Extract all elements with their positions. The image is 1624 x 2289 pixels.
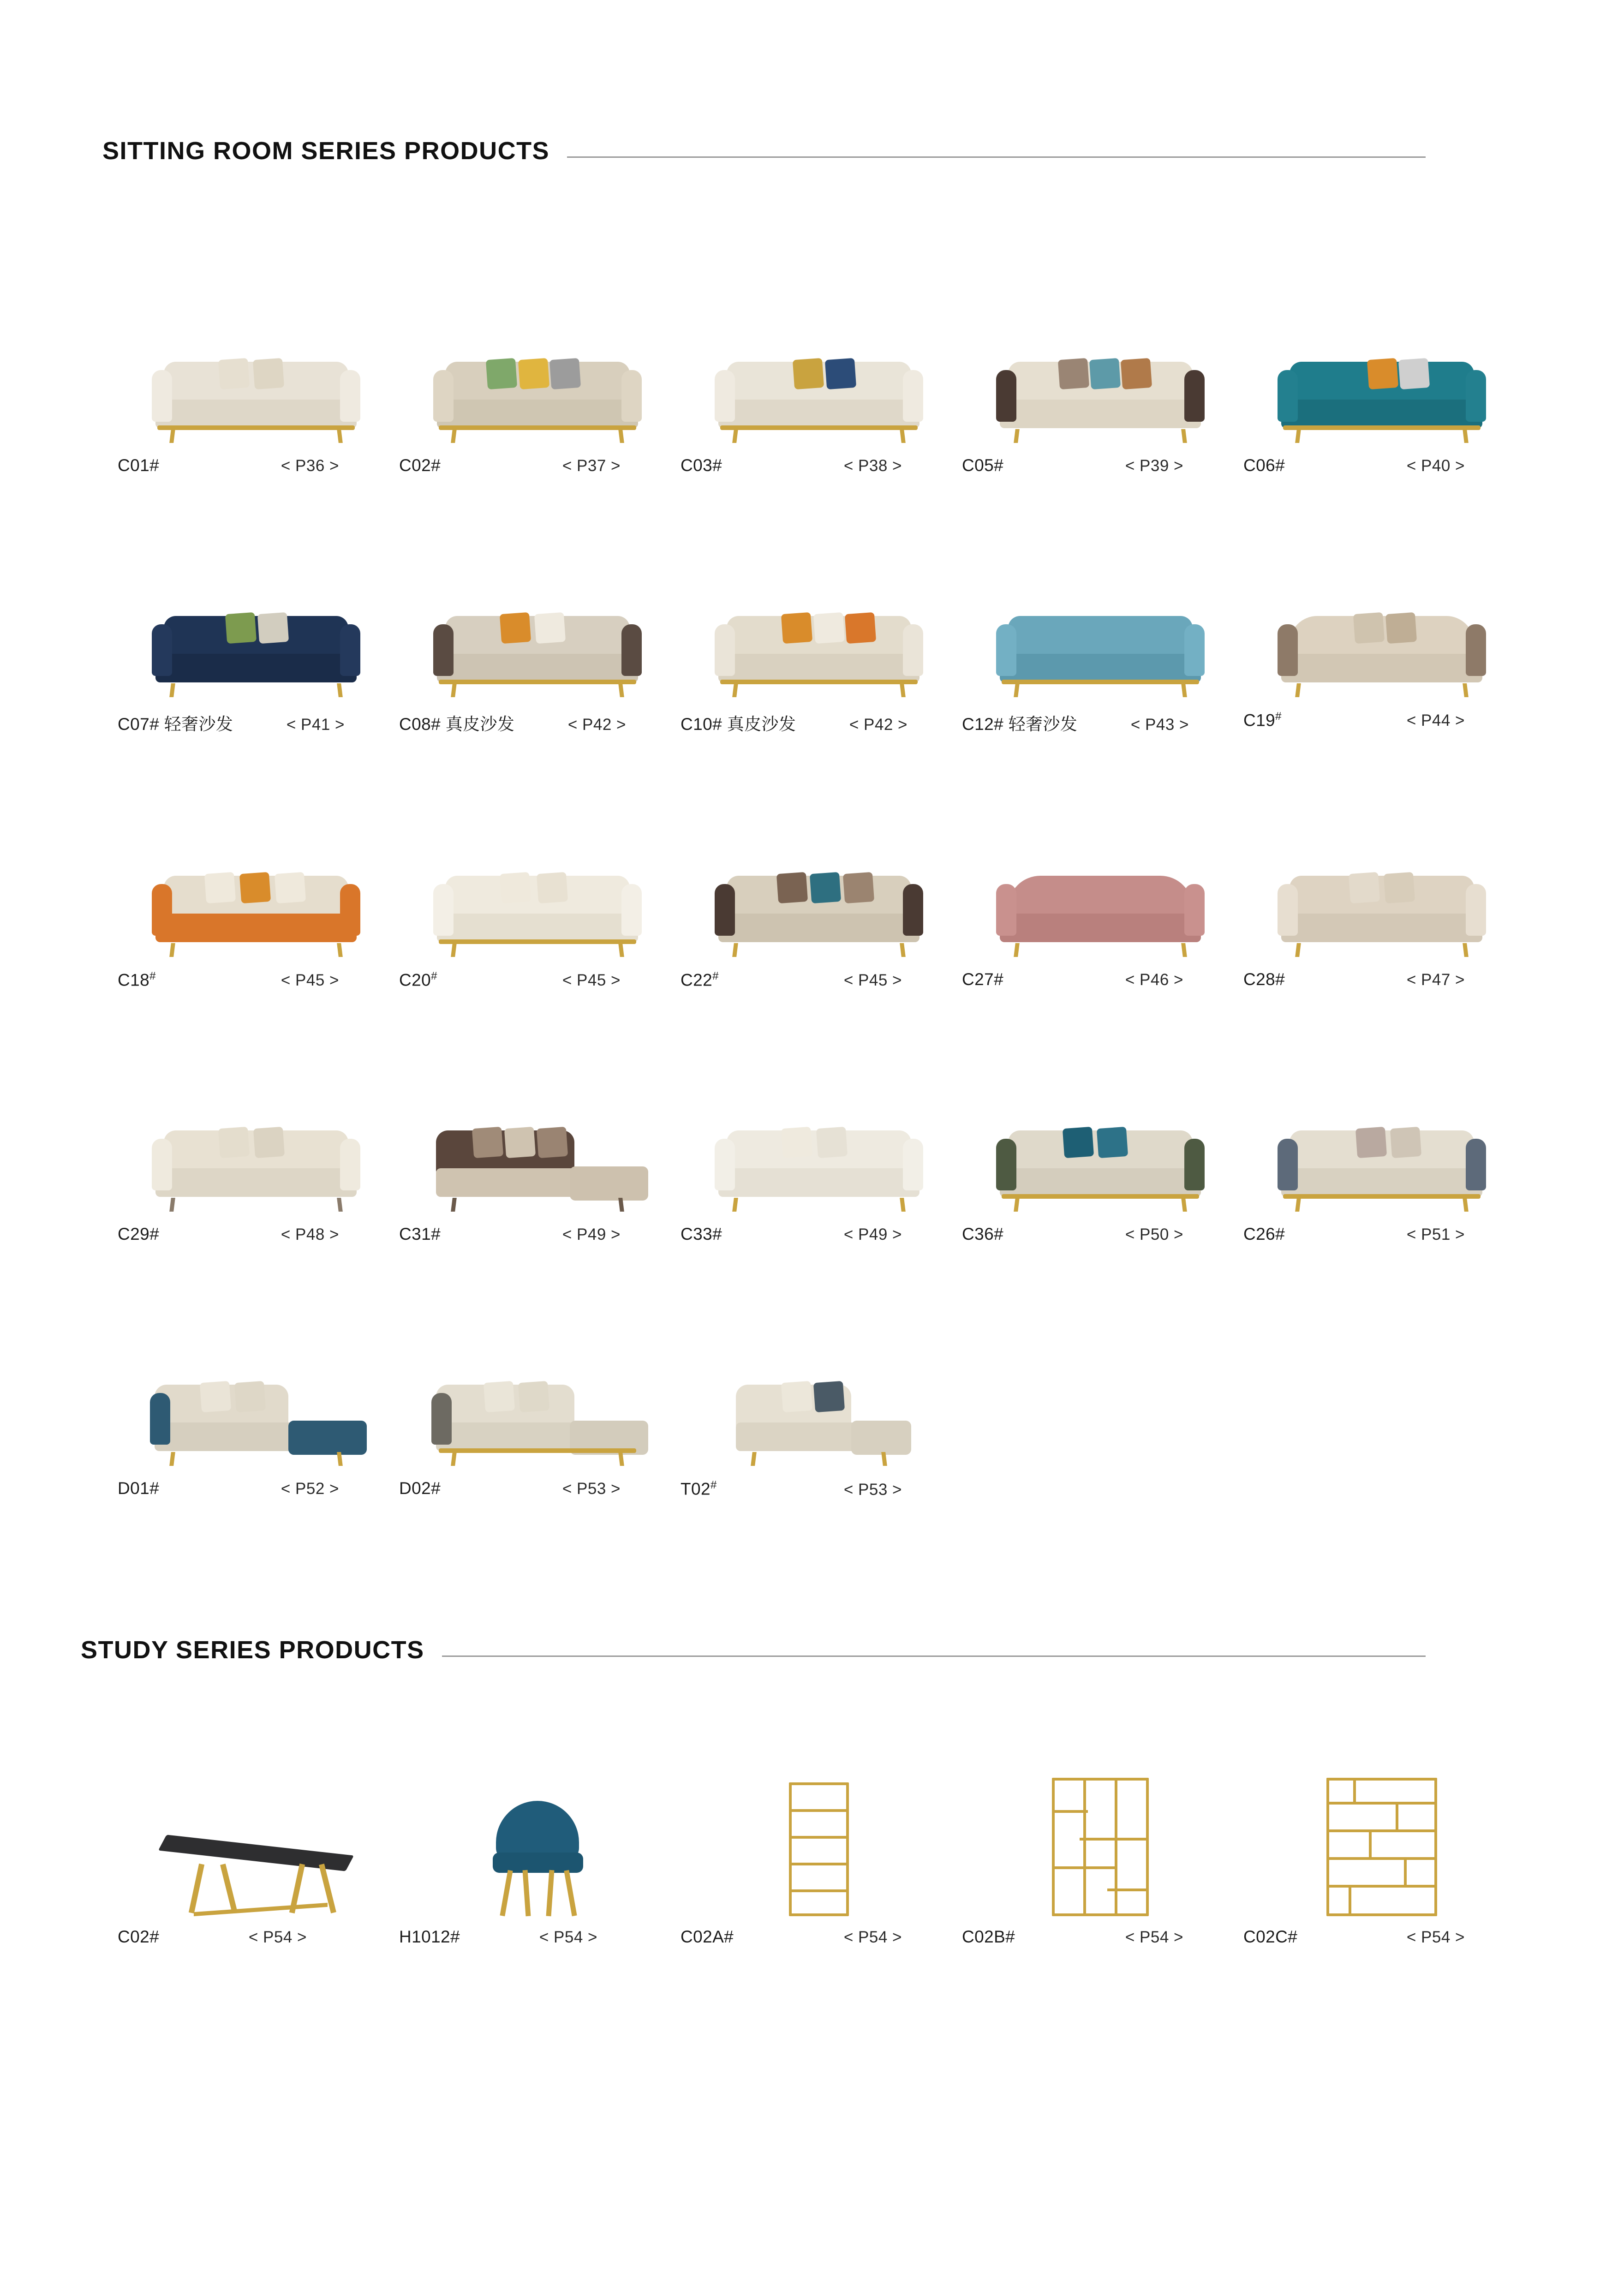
product-page-ref: < P36 > [281,457,339,475]
product-page-ref: < P48 > [281,1225,339,1244]
product-caption [962,1927,1239,1947]
sofa-illustration [713,1117,925,1213]
product-card[interactable] [399,1769,676,1947]
product-code-sup: # [431,970,437,982]
product-grid-row [0,1769,1624,1947]
product-card[interactable] [962,820,1239,990]
product-caption [399,456,676,475]
product-grid-row [0,820,1624,990]
product-image [962,306,1239,445]
product-image [681,1075,957,1213]
product-caption [1243,456,1520,475]
sofa-illustration [150,348,362,445]
desk-illustration [157,1829,355,1916]
product-page-ref: < P46 > [1125,971,1183,989]
product-card[interactable] [399,1329,676,1499]
product-image [399,1769,676,1916]
product-image [681,1329,957,1468]
product-card[interactable] [681,1329,957,1499]
product-code: C06# [1243,456,1285,475]
product-caption [399,1927,676,1947]
product-code: D02# [399,1479,441,1498]
sofa-illustration [713,862,925,959]
product-code: C28# [1243,970,1285,989]
sofa-illustration [994,602,1206,699]
product-code: C26# [1243,1225,1285,1244]
product-image [118,1075,394,1213]
product-image [681,561,957,699]
product-page-ref: < P43 > [1130,716,1189,734]
product-page-ref: < P54 > [1125,1928,1183,1946]
product-code: C10# 真皮沙发 [681,715,796,734]
section-header [0,138,1624,163]
product-caption [399,1225,676,1244]
product-grid-row [0,561,1624,735]
product-card[interactable] [681,820,957,990]
product-code: C02C# [1243,1927,1298,1946]
product-caption [681,710,957,735]
product-card[interactable] [1243,1075,1520,1244]
product-page-ref: < P54 > [843,1928,902,1946]
product-caption [118,710,394,735]
product-page-ref: < P45 > [562,971,621,990]
shelf-illustration [1052,1778,1149,1916]
product-code: C33# [681,1225,722,1244]
sofa-illustration [713,348,925,445]
product-code: C01# [118,456,160,475]
product-page-ref: < P54 > [1406,1928,1465,1946]
product-image [681,306,957,445]
product-code: C12# 轻奢沙发 [962,715,1078,734]
product-image [962,1769,1239,1916]
product-page-ref: < P53 > [843,1480,902,1499]
product-page-ref: < P54 > [248,1928,307,1946]
product-image [399,561,676,699]
product-image [1243,1769,1520,1916]
product-image [1243,561,1520,699]
page-title: STUDY SERIES PRODUCTS [81,1636,424,1664]
shelf-illustration [1326,1778,1437,1916]
product-caption [399,1479,676,1498]
product-code-sup: # [149,970,156,982]
sectional-illustration [731,1371,907,1468]
product-image [118,306,394,445]
product-caption [681,1927,957,1947]
product-code: T02# [681,1479,717,1499]
page-title: SITTING ROOM SERIES PRODUCTS [102,137,550,165]
sofa-illustration [1276,1117,1488,1213]
product-code: C36# [962,1225,1004,1244]
product-caption [681,456,957,475]
product-caption [1243,710,1520,730]
product-page-ref: < P52 > [281,1480,339,1498]
product-card[interactable] [1243,561,1520,735]
product-card[interactable] [399,1075,676,1244]
product-code: H1012# [399,1927,460,1946]
divider [567,156,1426,158]
product-caption [118,456,394,475]
product-code: D01# [118,1479,160,1498]
product-caption [681,1225,957,1244]
product-card[interactable] [681,561,957,735]
product-code: C31# [399,1225,441,1244]
product-caption [118,1927,394,1947]
product-card[interactable] [118,306,394,475]
product-card[interactable] [962,306,1239,475]
sofa-illustration [713,602,925,699]
sofa-illustration [994,1117,1206,1213]
product-caption [962,970,1239,989]
sofa-illustration [150,602,362,699]
product-page-ref: < P37 > [562,457,621,475]
divider [442,1655,1426,1657]
shelf-illustration [789,1782,849,1916]
product-caption [962,456,1239,475]
product-caption [1243,1927,1520,1947]
sofa-illustration [994,348,1206,445]
section-study [0,1638,1624,1947]
product-card[interactable] [962,1769,1239,1947]
product-code-sup: # [712,970,719,982]
product-card[interactable] [962,1075,1239,1244]
product-code: C02B# [962,1927,1015,1946]
product-page-ref: < P51 > [1406,1225,1465,1244]
product-caption [681,1479,957,1499]
product-page-ref: < P42 > [849,716,908,734]
sofa-illustration [431,862,644,959]
product-card-empty [1243,1329,1520,1499]
product-caption [1243,1225,1520,1244]
sectional-illustration [431,1371,644,1468]
product-image [962,820,1239,959]
product-page-ref: < P54 > [539,1928,597,1946]
product-page-ref: < P53 > [562,1480,621,1498]
product-caption [962,710,1239,735]
product-code: C19# [1243,710,1282,730]
product-page-ref: < P49 > [843,1225,902,1244]
sectional-illustration [431,1117,644,1213]
product-image [399,306,676,445]
product-code-sup: # [1275,710,1282,723]
sectional-illustration [150,1371,362,1468]
product-code: C02# [399,456,441,475]
section-header [0,1638,1624,1662]
product-image [962,1075,1239,1213]
product-card[interactable] [118,561,394,735]
product-caption [962,1225,1239,1244]
product-code: C02# [118,1927,160,1946]
product-caption [118,1479,394,1498]
product-caption [118,970,394,990]
sofa-illustration [1276,862,1488,959]
product-code-sup: # [710,1479,717,1492]
product-page-ref: < P49 > [562,1225,621,1244]
product-code: C18# [118,970,156,990]
product-card[interactable] [681,1769,957,1947]
product-caption [681,970,957,990]
product-grid-row [0,1075,1624,1244]
product-image [1243,1075,1520,1213]
product-image [1243,820,1520,959]
product-code: C27# [962,970,1004,989]
product-image [399,1329,676,1468]
product-page-ref: < P42 > [567,716,626,734]
product-code: C03# [681,456,722,475]
sofa-illustration [150,1117,362,1213]
product-image [118,1329,394,1468]
product-image [1243,306,1520,445]
product-page-ref: < P50 > [1125,1225,1183,1244]
product-card[interactable] [118,1329,394,1499]
product-card[interactable] [681,306,957,475]
product-card[interactable] [681,1075,957,1244]
product-card[interactable] [962,561,1239,735]
sofa-illustration [1276,348,1488,445]
chair-illustration [480,1801,595,1916]
product-card[interactable] [118,820,394,990]
sofa-illustration [431,348,644,445]
product-page-ref: < P38 > [843,457,902,475]
product-page-ref: < P41 > [286,716,345,734]
product-page-ref: < P39 > [1125,457,1183,475]
product-code: C05# [962,456,1004,475]
sofa-illustration [150,862,362,959]
sofa-illustration [1276,602,1488,699]
product-card[interactable] [118,1075,394,1244]
product-card[interactable] [118,1769,394,1947]
product-code: C29# [118,1225,160,1244]
product-card[interactable] [1243,1769,1520,1947]
product-page-ref: < P45 > [843,971,902,990]
product-card[interactable] [1243,820,1520,990]
product-page-ref: < P47 > [1406,971,1465,989]
product-image [399,820,676,959]
product-image [118,820,394,959]
product-code: C07# 轻奢沙发 [118,715,233,734]
product-card-empty [962,1329,1239,1499]
product-card[interactable] [399,820,676,990]
product-card[interactable] [399,561,676,735]
product-caption [399,710,676,735]
product-image [962,561,1239,699]
product-code: C02A# [681,1927,734,1946]
product-card[interactable] [1243,306,1520,475]
product-image [118,1769,394,1916]
product-caption [399,970,676,990]
product-code: C08# 真皮沙发 [399,715,515,734]
product-image [399,1075,676,1213]
product-image [681,820,957,959]
product-caption [1243,970,1520,989]
product-image [118,561,394,699]
product-image [681,1769,957,1916]
product-grid-row [0,1329,1624,1499]
product-code: C22# [681,970,719,990]
sofa-illustration [431,602,644,699]
product-card[interactable] [399,306,676,475]
product-grid-row [0,306,1624,475]
product-page-ref: < P40 > [1406,457,1465,475]
sofa-illustration [994,862,1206,959]
product-code: C20# [399,970,437,990]
product-page-ref: < P44 > [1406,711,1465,730]
product-caption [118,1225,394,1244]
product-page-ref: < P45 > [281,971,339,990]
